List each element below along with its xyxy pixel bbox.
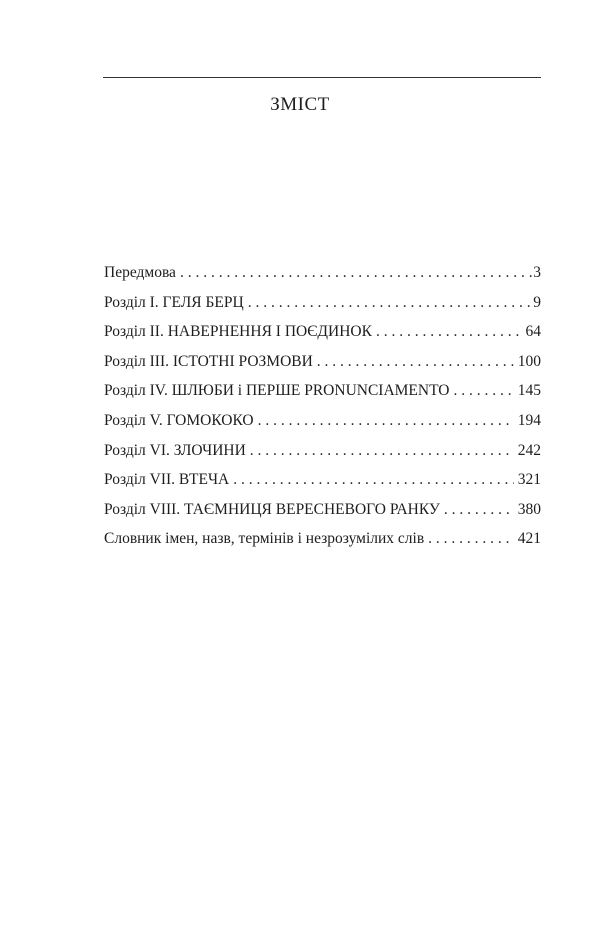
toc-entry-chapter-7[interactable]: [104, 471, 541, 501]
dot-leader: [317, 353, 514, 371]
toc-entry-preface[interactable]: [104, 264, 541, 294]
page-title: ЗМІСТ: [270, 94, 330, 115]
toc-entry-label: Розділ V. ГОМОКОКО: [104, 411, 254, 429]
toc-entry-label: Розділ VII. ВТЕЧА: [104, 471, 230, 489]
toc-entry-page: 9: [533, 293, 541, 311]
header-rule: [103, 77, 541, 78]
toc-entry-chapter-8[interactable]: [104, 501, 541, 531]
dot-leader: [248, 294, 534, 312]
toc-entry-chapter-1[interactable]: [104, 294, 541, 324]
toc-entry-chapter-3[interactable]: [104, 353, 541, 383]
dot-leader: [453, 382, 513, 400]
toc-entry-label: Розділ III. ІСТОТНІ РОЗМОВИ: [104, 352, 313, 370]
toc-entry-label: Розділ VIII. ТАЄМНИЦЯ ВЕРЕСНЕВОГО РАНКУ: [104, 500, 440, 518]
dot-leader: [180, 264, 533, 282]
table-of-contents: [104, 264, 541, 560]
toc-entry-page: 145: [517, 382, 541, 400]
toc-entry-page: 3: [533, 264, 541, 281]
toc-entry-chapter-6[interactable]: [104, 442, 541, 472]
dot-leader: [444, 501, 514, 519]
toc-entry-chapter-4[interactable]: [104, 382, 541, 412]
toc-entry-page: 194: [517, 411, 541, 429]
toc-entry-label: Передмова: [104, 264, 176, 281]
toc-entry-page: 64: [525, 323, 541, 341]
toc-entry-page: 380: [517, 500, 541, 518]
toc-entry-chapter-2[interactable]: [104, 323, 541, 353]
dot-leader: [233, 471, 514, 489]
toc-entry-page: 100: [517, 352, 541, 370]
dot-leader: [376, 323, 522, 341]
dot-leader: [250, 442, 514, 460]
toc-entry-page: 421: [517, 530, 541, 548]
toc-entry-label: Словник імен, назв, термінів і незрозумілих слів: [104, 530, 425, 548]
toc-entry-glossary[interactable]: [104, 530, 541, 560]
toc-entry-page: 321: [517, 471, 541, 489]
toc-entry-page: 242: [517, 441, 541, 459]
toc-entry-label: Розділ VI. ЗЛОЧИНИ: [104, 441, 246, 459]
toc-entry-label: Розділ IV. ШЛЮБИ і ПЕРШЕ PRONUNCIAMENTO: [104, 382, 450, 400]
toc-entry-label: Розділ II. НАВЕРНЕННЯ І ПОЄДИНОК: [104, 323, 372, 341]
toc-entry-label: Розділ I. ГЕЛЯ БЕРЦ: [104, 293, 244, 311]
dot-leader: [428, 530, 514, 548]
toc-entry-chapter-5[interactable]: [104, 412, 541, 442]
dot-leader: [258, 412, 514, 430]
